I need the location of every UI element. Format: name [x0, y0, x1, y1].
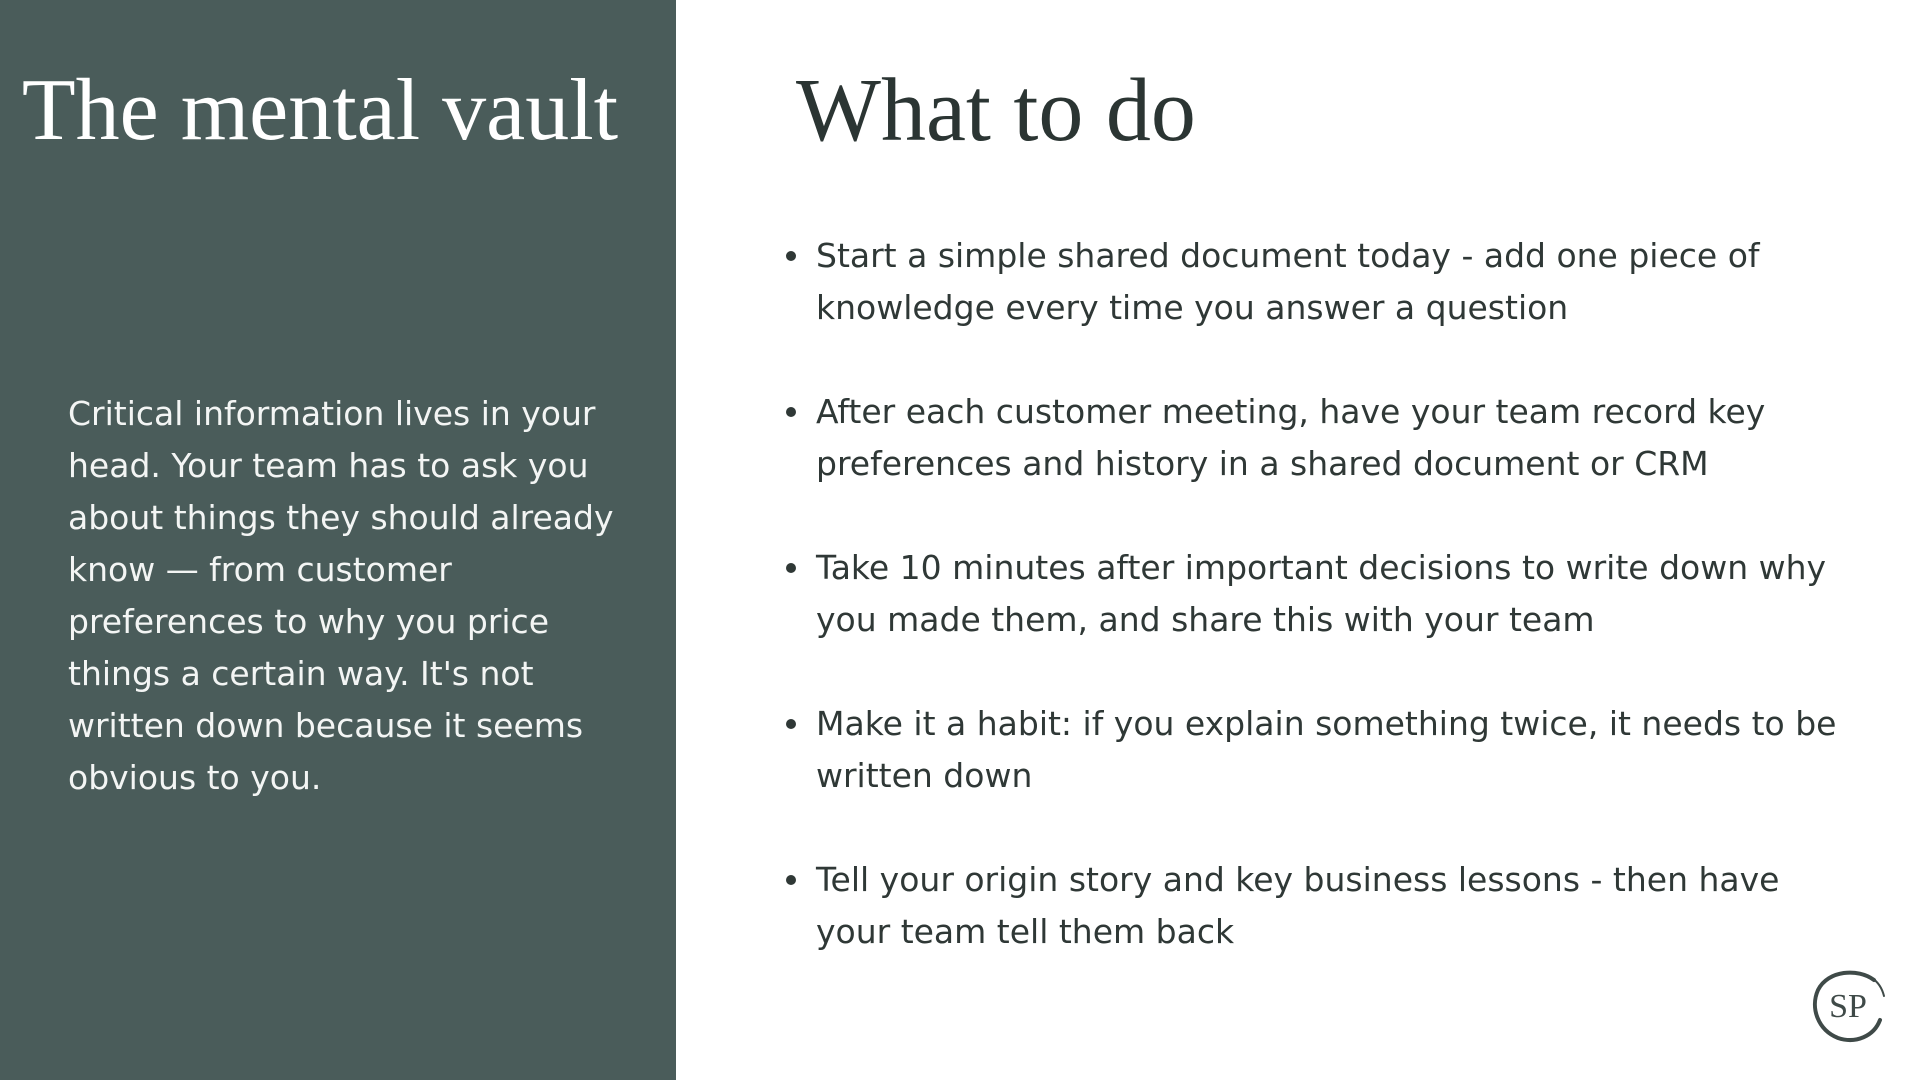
action-text-1: Start a simple shared document today - add one piece of knowledge every time you answer a question — [816, 236, 1760, 327]
logo-text: SP — [1829, 988, 1867, 1025]
bullet-icon — [786, 563, 796, 573]
left-panel — [0, 0, 676, 1080]
action-text-5: Tell your origin story and key business lessons - then have your team tell them back — [816, 860, 1780, 951]
action-text-4: Make it a habit: if you explain something twice, it needs to be written down — [816, 704, 1837, 795]
logo-ring-icon — [1808, 966, 1888, 1046]
action-item-5 — [784, 854, 1844, 958]
bullet-icon — [786, 875, 796, 885]
right-panel-title: What to do — [796, 61, 1196, 160]
action-item-4 — [784, 698, 1844, 802]
action-item-3 — [784, 542, 1844, 646]
action-item-1 — [784, 230, 1844, 334]
action-list — [784, 230, 1844, 1010]
sp-monogram-logo — [1808, 966, 1888, 1046]
bullet-icon — [786, 251, 796, 261]
action-text-2: After each customer meeting, have your team record key preferences and history in a shared document or CRM — [816, 392, 1766, 483]
action-item-2 — [784, 386, 1844, 490]
left-panel-body: Critical information lives in your head. Your team has to ask you about things they should already know — from customer preferences to why you price things a certain way. It's not written down because it seems obvious to you. — [68, 394, 614, 797]
bullet-icon — [786, 407, 796, 417]
left-panel-title: The mental vault — [21, 62, 619, 159]
bullet-icon — [786, 719, 796, 729]
action-text-3: Take 10 minutes after important decisions to write down why you made them, and share this with your team — [816, 548, 1827, 639]
